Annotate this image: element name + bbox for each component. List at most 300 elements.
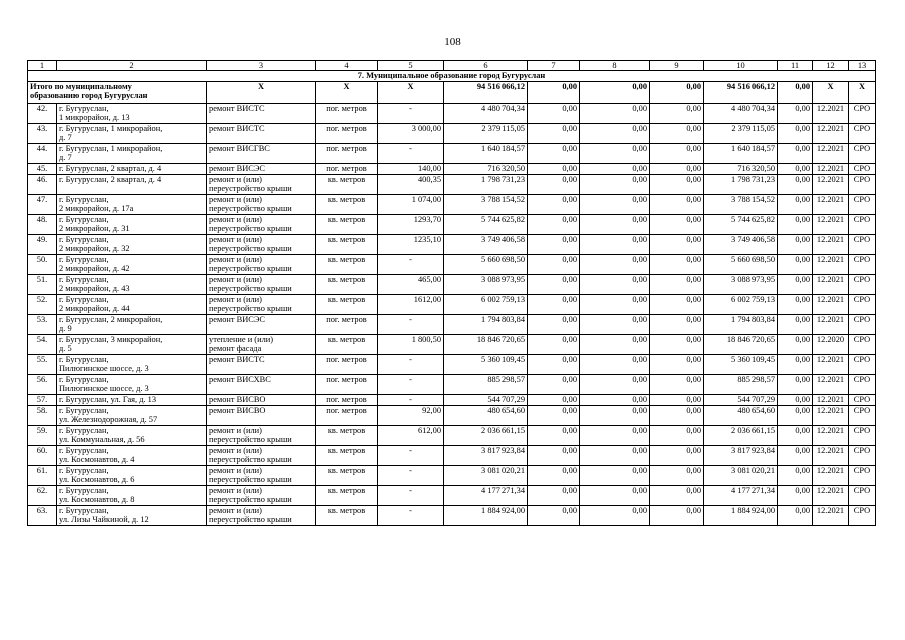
table-row	[28, 124, 876, 144]
work-type-cell	[207, 195, 316, 215]
unit-cell: пог. метров	[316, 406, 378, 426]
row-number: 56.	[28, 375, 57, 395]
cost-cell: 716 320,50	[444, 164, 528, 175]
fund-2-cell: 0,00	[580, 486, 650, 506]
address-line1: г. Бугуруслан, ул. Гая, д. 13	[59, 395, 157, 404]
total-label-line2: образованию город Бугуруслан	[30, 91, 148, 100]
row-number: 54.	[28, 335, 57, 355]
work-type-cell	[207, 466, 316, 486]
fund-1-cell: 0,00	[528, 175, 580, 195]
cost-cell: 544 707,29	[444, 395, 528, 406]
fund-3-cell: 0,00	[650, 315, 704, 335]
work-type-cell	[207, 164, 316, 175]
work-type-line2: переустройство крыши	[209, 244, 292, 253]
org-cell: СРО	[849, 406, 876, 426]
address-line1: г. Бугуруслан,	[59, 295, 109, 304]
total-fund-4: 0,00	[778, 82, 813, 104]
total-cell: 5 660 698,50	[704, 255, 778, 275]
row-number: 43.	[28, 124, 57, 144]
fund-4-cell: 0,00	[778, 506, 813, 526]
table-row	[28, 235, 876, 255]
address-cell	[57, 144, 207, 164]
address-cell	[57, 375, 207, 395]
org-cell: СРО	[849, 144, 876, 164]
unit-cell: кв. метров	[316, 175, 378, 195]
total-cell: 885 298,57	[704, 375, 778, 395]
total-cell: 5 360 109,45	[704, 355, 778, 375]
work-type-line2: переустройство крыши	[209, 515, 292, 524]
total-cell: 1 884 924,00	[704, 506, 778, 526]
address-line2: 2 микрорайон, д. 44	[59, 304, 130, 313]
work-type-cell	[207, 275, 316, 295]
fund-2-cell: 0,00	[580, 104, 650, 124]
column-number: 7	[528, 61, 580, 71]
address-cell	[57, 255, 207, 275]
unit-cell: кв. метров	[316, 446, 378, 466]
fund-1-cell: 0,00	[528, 406, 580, 426]
quantity-cell: 465,00	[378, 275, 444, 295]
date-cell: 12.2021	[813, 406, 849, 426]
address-cell	[57, 446, 207, 466]
quantity-cell: -	[378, 144, 444, 164]
work-type-line1: ремонт и (или)	[209, 255, 262, 264]
table-row	[28, 375, 876, 395]
unit-cell: пог. метров	[316, 104, 378, 124]
total-cell: 544 707,29	[704, 395, 778, 406]
cost-cell: 4 177 271,34	[444, 486, 528, 506]
table-row	[28, 335, 876, 355]
unit-cell: пог. метров	[316, 144, 378, 164]
cost-cell: 2 379 115,05	[444, 124, 528, 144]
date-cell: 12.2021	[813, 275, 849, 295]
fund-3-cell: 0,00	[650, 275, 704, 295]
quantity-cell: -	[378, 104, 444, 124]
fund-2-cell: 0,00	[580, 375, 650, 395]
row-number: 62.	[28, 486, 57, 506]
row-number: 45.	[28, 164, 57, 175]
address-line2: д. 7	[59, 133, 72, 142]
cost-cell: 3 817 923,84	[444, 446, 528, 466]
row-number: 58.	[28, 406, 57, 426]
total-cell: 480 654,60	[704, 406, 778, 426]
table-row	[28, 506, 876, 526]
work-type-line2: переустройство крыши	[209, 495, 292, 504]
unit-cell: пог. метров	[316, 124, 378, 144]
address-line1: г. Бугуруслан,	[59, 255, 109, 264]
org-cell: СРО	[849, 426, 876, 446]
date-cell: 12.2021	[813, 255, 849, 275]
unit-cell: кв. метров	[316, 486, 378, 506]
fund-2-cell: 0,00	[580, 255, 650, 275]
cost-cell: 1 884 924,00	[444, 506, 528, 526]
total-cell: 3 749 406,58	[704, 235, 778, 255]
address-cell	[57, 235, 207, 255]
quantity-cell: -	[378, 315, 444, 335]
address-cell	[57, 275, 207, 295]
fund-1-cell: 0,00	[528, 486, 580, 506]
cost-cell: 4 480 704,34	[444, 104, 528, 124]
total-row	[28, 82, 876, 104]
work-type-line1: ремонт и (или)	[209, 486, 262, 495]
unit-cell: кв. метров	[316, 195, 378, 215]
unit-cell: кв. метров	[316, 506, 378, 526]
address-cell	[57, 295, 207, 315]
address-line1: г. Бугуруслан,	[59, 406, 109, 415]
section-row	[28, 71, 876, 82]
work-type-line1: ремонт ВИСТС	[209, 104, 265, 113]
address-line2: ул. Коммунальная, д. 56	[59, 435, 145, 444]
total-cell: 3 088 973,95	[704, 275, 778, 295]
row-number: 46.	[28, 175, 57, 195]
work-type-line1: ремонт и (или)	[209, 175, 262, 184]
quantity-cell: 612,00	[378, 426, 444, 446]
fund-1-cell: 0,00	[528, 164, 580, 175]
date-cell: 12.2021	[813, 195, 849, 215]
fund-4-cell: 0,00	[778, 144, 813, 164]
address-line1: г. Бугуруслан, 1 микрорайон,	[59, 124, 163, 133]
date-cell: 12.2021	[813, 144, 849, 164]
fund-1-cell: 0,00	[528, 104, 580, 124]
work-type-line1: ремонт и (или)	[209, 446, 262, 455]
date-cell: 12.2021	[813, 295, 849, 315]
address-line1: г. Бугуруслан,	[59, 506, 109, 515]
work-type-cell	[207, 104, 316, 124]
column-number: 4	[316, 61, 378, 71]
quantity-cell: 400,35	[378, 175, 444, 195]
work-type-cell	[207, 395, 316, 406]
fund-4-cell: 0,00	[778, 426, 813, 446]
address-line2: 2 микрорайон, д. 42	[59, 264, 130, 273]
section-title: 7. Муниципальное образование город Бугуруслан	[28, 71, 876, 82]
fund-1-cell: 0,00	[528, 426, 580, 446]
cost-cell: 1 640 184,57	[444, 144, 528, 164]
address-line1: г. Бугуруслан, 2 квартал, д. 4	[59, 164, 162, 173]
work-type-line1: утепление и (или)	[209, 335, 274, 344]
fund-2-cell: 0,00	[580, 335, 650, 355]
fund-4-cell: 0,00	[778, 406, 813, 426]
address-line1: г. Бугуруслан,	[59, 426, 109, 435]
fund-4-cell: 0,00	[778, 255, 813, 275]
column-number: 2	[57, 61, 207, 71]
column-number: 9	[650, 61, 704, 71]
address-cell	[57, 335, 207, 355]
total-cell: 5 744 625,82	[704, 215, 778, 235]
quantity-cell: -	[378, 355, 444, 375]
fund-4-cell: 0,00	[778, 315, 813, 335]
total-cell: 2 036 661,15	[704, 426, 778, 446]
total-cell: 4 480 704,34	[704, 104, 778, 124]
address-line2: ул. Железнодорожная, д. 57	[59, 415, 158, 424]
total-fund-2: 0,00	[580, 82, 650, 104]
fund-1-cell: 0,00	[528, 255, 580, 275]
work-type-cell	[207, 506, 316, 526]
row-number: 42.	[28, 104, 57, 124]
table-row	[28, 426, 876, 446]
fund-1-cell: 0,00	[528, 506, 580, 526]
row-number: 59.	[28, 426, 57, 446]
date-cell: 12.2021	[813, 164, 849, 175]
table-row	[28, 195, 876, 215]
quantity-cell: -	[378, 506, 444, 526]
date-cell: 12.2021	[813, 235, 849, 255]
address-line1: г. Бугуруслан,	[59, 446, 109, 455]
row-number: 52.	[28, 295, 57, 315]
work-type-line1: ремонт и (или)	[209, 235, 262, 244]
address-line2: ул. Космонавтов, д. 4	[59, 455, 135, 464]
column-number: 6	[444, 61, 528, 71]
work-type-line1: ремонт и (или)	[209, 466, 262, 475]
address-line1: г. Бугуруслан, 1 микрорайон,	[59, 144, 163, 153]
work-type-line1: ремонт ВИСТС	[209, 355, 265, 364]
cost-cell: 3 081 020,21	[444, 466, 528, 486]
page-number: 108	[444, 36, 461, 48]
address-cell	[57, 175, 207, 195]
row-number: 44.	[28, 144, 57, 164]
fund-2-cell: 0,00	[580, 164, 650, 175]
repair-program-table	[27, 60, 876, 526]
total-cell: 1 798 731,23	[704, 175, 778, 195]
table-row	[28, 446, 876, 466]
cost-cell: 18 846 720,65	[444, 335, 528, 355]
fund-1-cell: 0,00	[528, 375, 580, 395]
org-cell: СРО	[849, 486, 876, 506]
work-type-cell	[207, 255, 316, 275]
table-row	[28, 255, 876, 275]
work-type-line2: переустройство крыши	[209, 284, 292, 293]
quantity-cell: 1293,70	[378, 215, 444, 235]
work-type-cell	[207, 215, 316, 235]
address-cell	[57, 406, 207, 426]
address-cell	[57, 506, 207, 526]
fund-2-cell: 0,00	[580, 295, 650, 315]
column-number: 5	[378, 61, 444, 71]
table-row	[28, 315, 876, 335]
quantity-cell: -	[378, 486, 444, 506]
fund-1-cell: 0,00	[528, 195, 580, 215]
fund-1-cell: 0,00	[528, 215, 580, 235]
org-cell: СРО	[849, 355, 876, 375]
total-label-line1: Итого по муниципальному	[30, 82, 132, 91]
row-number: 49.	[28, 235, 57, 255]
fund-3-cell: 0,00	[650, 195, 704, 215]
row-number: 50.	[28, 255, 57, 275]
table-row	[28, 144, 876, 164]
fund-4-cell: 0,00	[778, 486, 813, 506]
date-cell: 12.2020	[813, 335, 849, 355]
total-fund-1: 0,00	[528, 82, 580, 104]
total-work-type: Х	[207, 82, 316, 104]
address-line1: г. Бугуруслан,	[59, 235, 109, 244]
fund-4-cell: 0,00	[778, 104, 813, 124]
fund-4-cell: 0,00	[778, 446, 813, 466]
quantity-cell: 1235,10	[378, 235, 444, 255]
date-cell: 12.2021	[813, 375, 849, 395]
quantity-cell: -	[378, 446, 444, 466]
date-cell: 12.2021	[813, 175, 849, 195]
address-line2: 1 микрорайон, д. 13	[59, 113, 130, 122]
work-type-line2: переустройство крыши	[209, 304, 292, 313]
table-row	[28, 295, 876, 315]
address-cell	[57, 124, 207, 144]
quantity-cell: 1612,00	[378, 295, 444, 315]
total-quantity: Х	[378, 82, 444, 104]
cost-cell: 5 660 698,50	[444, 255, 528, 275]
address-line1: г. Бугуруслан,	[59, 486, 109, 495]
fund-3-cell: 0,00	[650, 235, 704, 255]
date-cell: 12.2021	[813, 506, 849, 526]
work-type-line1: ремонт ВИСВО	[209, 395, 266, 404]
work-type-line1: ремонт ВИСЭС	[209, 315, 265, 324]
address-line2: Пилюгинское шоссе, д. 3	[59, 384, 149, 393]
table-row	[28, 466, 876, 486]
quantity-cell: -	[378, 375, 444, 395]
row-number: 53.	[28, 315, 57, 335]
work-type-line1: ремонт ВИСВО	[209, 406, 266, 415]
column-number: 8	[580, 61, 650, 71]
fund-4-cell: 0,00	[778, 175, 813, 195]
row-number: 60.	[28, 446, 57, 466]
address-line1: г. Бугуруслан, 2 микрорайон,	[59, 315, 163, 324]
work-type-cell	[207, 315, 316, 335]
date-cell: 12.2021	[813, 426, 849, 446]
cost-cell: 5 744 625,82	[444, 215, 528, 235]
table-row	[28, 104, 876, 124]
fund-3-cell: 0,00	[650, 144, 704, 164]
date-cell: 12.2021	[813, 446, 849, 466]
fund-3-cell: 0,00	[650, 124, 704, 144]
fund-4-cell: 0,00	[778, 215, 813, 235]
quantity-cell: 92,00	[378, 406, 444, 426]
fund-3-cell: 0,00	[650, 486, 704, 506]
address-line2: ул. Космонавтов, д. 8	[59, 495, 135, 504]
cost-cell: 885 298,57	[444, 375, 528, 395]
fund-1-cell: 0,00	[528, 275, 580, 295]
fund-4-cell: 0,00	[778, 164, 813, 175]
work-type-cell	[207, 486, 316, 506]
org-cell: СРО	[849, 255, 876, 275]
fund-3-cell: 0,00	[650, 175, 704, 195]
org-cell: СРО	[849, 235, 876, 255]
unit-cell: пог. метров	[316, 315, 378, 335]
quantity-cell: 3 000,00	[378, 124, 444, 144]
fund-4-cell: 0,00	[778, 275, 813, 295]
fund-3-cell: 0,00	[650, 335, 704, 355]
fund-1-cell: 0,00	[528, 335, 580, 355]
column-number: 13	[849, 61, 876, 71]
address-line1: г. Бугуруслан,	[59, 104, 109, 113]
fund-2-cell: 0,00	[580, 275, 650, 295]
total-cell: 1 794 803,84	[704, 315, 778, 335]
work-type-line1: ремонт и (или)	[209, 295, 262, 304]
fund-1-cell: 0,00	[528, 446, 580, 466]
total-cell: 18 846 720,65	[704, 335, 778, 355]
date-cell: 12.2021	[813, 124, 849, 144]
work-type-cell	[207, 335, 316, 355]
unit-cell: кв. метров	[316, 215, 378, 235]
work-type-line2: переустройство крыши	[209, 204, 292, 213]
work-type-cell	[207, 406, 316, 426]
table-row	[28, 395, 876, 406]
quantity-cell: 1 800,50	[378, 335, 444, 355]
row-number: 57.	[28, 395, 57, 406]
work-type-line2: переустройство крыши	[209, 184, 292, 193]
org-cell: СРО	[849, 275, 876, 295]
total-cell: 3 081 020,21	[704, 466, 778, 486]
work-type-line2: переустройство крыши	[209, 475, 292, 484]
fund-4-cell: 0,00	[778, 124, 813, 144]
cost-cell: 480 654,60	[444, 406, 528, 426]
fund-3-cell: 0,00	[650, 506, 704, 526]
address-cell	[57, 466, 207, 486]
total-label	[28, 82, 207, 104]
address-line1: г. Бугуруслан,	[59, 195, 109, 204]
address-cell	[57, 395, 207, 406]
address-cell	[57, 426, 207, 446]
total-cell: 3 788 154,52	[704, 195, 778, 215]
work-type-line2: переустройство крыши	[209, 455, 292, 464]
unit-cell: пог. метров	[316, 355, 378, 375]
fund-2-cell: 0,00	[580, 315, 650, 335]
date-cell: 12.2021	[813, 104, 849, 124]
address-cell	[57, 195, 207, 215]
work-type-cell	[207, 235, 316, 255]
org-cell: СРО	[849, 315, 876, 335]
fund-4-cell: 0,00	[778, 466, 813, 486]
address-line2: 2 микрорайон, д. 17а	[59, 204, 134, 213]
org-cell: СРО	[849, 395, 876, 406]
org-cell: СРО	[849, 215, 876, 235]
unit-cell: пог. метров	[316, 395, 378, 406]
quantity-cell: -	[378, 395, 444, 406]
unit-cell: кв. метров	[316, 466, 378, 486]
address-line2: 2 микрорайон, д. 32	[59, 244, 130, 253]
address-line1: г. Бугуруслан,	[59, 215, 109, 224]
fund-1-cell: 0,00	[528, 355, 580, 375]
work-type-line1: ремонт ВИСХВС	[209, 375, 271, 384]
address-line1: г. Бугуруслан, 3 микрорайон,	[59, 335, 163, 344]
address-line2: д. 7	[59, 153, 72, 162]
total-cost: 94 516 066,12	[444, 82, 528, 104]
total-cell: 2 379 115,05	[704, 124, 778, 144]
cost-cell: 1 798 731,23	[444, 175, 528, 195]
fund-2-cell: 0,00	[580, 446, 650, 466]
fund-2-cell: 0,00	[580, 395, 650, 406]
org-cell: СРО	[849, 195, 876, 215]
fund-4-cell: 0,00	[778, 195, 813, 215]
work-type-cell	[207, 295, 316, 315]
table-row	[28, 164, 876, 175]
fund-3-cell: 0,00	[650, 375, 704, 395]
total-cell: 1 640 184,57	[704, 144, 778, 164]
total-cell: 716 320,50	[704, 164, 778, 175]
work-type-line1: ремонт ВИСГВС	[209, 144, 270, 153]
unit-cell: пог. метров	[316, 164, 378, 175]
row-number: 55.	[28, 355, 57, 375]
unit-cell: кв. метров	[316, 335, 378, 355]
date-cell: 12.2021	[813, 466, 849, 486]
fund-2-cell: 0,00	[580, 506, 650, 526]
cost-cell: 5 360 109,45	[444, 355, 528, 375]
fund-3-cell: 0,00	[650, 255, 704, 275]
org-cell: СРО	[849, 506, 876, 526]
fund-4-cell: 0,00	[778, 375, 813, 395]
org-cell: СРО	[849, 164, 876, 175]
work-type-cell	[207, 124, 316, 144]
total-sum: 94 516 066,12	[704, 82, 778, 104]
fund-3-cell: 0,00	[650, 355, 704, 375]
total-cell: 3 817 923,84	[704, 446, 778, 466]
row-number: 51.	[28, 275, 57, 295]
